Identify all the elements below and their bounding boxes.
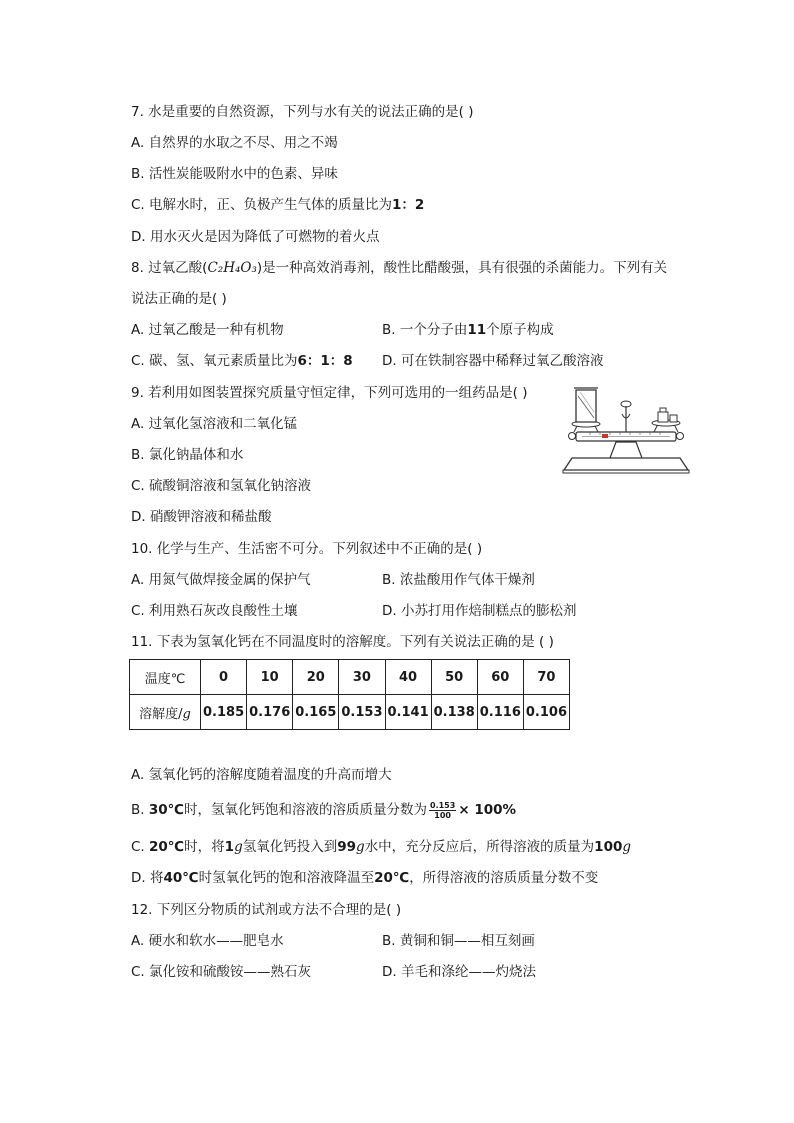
- table-cell: 0: [201, 660, 247, 695]
- question-11-option-a: A. 氢氧化钙的溶解度随着温度的升高而增大: [131, 767, 392, 783]
- unit-text: g: [234, 839, 243, 855]
- question-7-stem: 7. 水是重要的自然资源，下列与水有关的说法正确的是( ): [131, 104, 474, 120]
- question-7-option-c: [131, 195, 424, 215]
- question-11-option-d: [131, 868, 598, 888]
- question-8-option-c: [131, 351, 353, 371]
- unit-text: g: [622, 839, 632, 855]
- fraction-numerator: 0.153: [430, 800, 456, 810]
- table-row-solubility: [130, 695, 570, 730]
- table-cell: 30: [339, 660, 385, 695]
- question-8-stem: [131, 258, 667, 278]
- mass-value: 100: [594, 839, 623, 855]
- option-text: C. 碳、氢、氧元素质量比为: [131, 353, 298, 369]
- option-text: 时，将: [184, 839, 225, 855]
- question-12-stem: 12. 下列区分物质的试剂或方法不合理的是( ): [131, 902, 402, 918]
- table-row-temperature: [130, 660, 570, 695]
- atom-count: 11: [467, 322, 487, 338]
- table-cell: 20: [293, 660, 339, 695]
- ratio-value: 1：2: [392, 197, 425, 213]
- question-12-option-a: A. 硬水和软水——肥皂水: [131, 933, 284, 949]
- option-label: D. 将: [131, 870, 164, 886]
- unit-text: g: [356, 839, 365, 855]
- question-10-option-b: B. 浓盐酸用作气体干燥剂: [382, 572, 535, 588]
- question-10-stem: 10. 化学与生产、生活密不可分。下列叙述中不正确的是( ): [131, 541, 483, 557]
- question-10-option-c: C. 利用熟石灰改良酸性土壤: [131, 603, 298, 619]
- option-label: B.: [131, 802, 149, 818]
- table-cell: 50: [431, 660, 477, 695]
- temperature-value: 20℃: [374, 870, 410, 886]
- chemical-formula: C₂H₄O₃: [207, 260, 257, 276]
- temperature-value: 40℃: [163, 870, 199, 886]
- percent-text: × 100%: [458, 802, 517, 818]
- ratio-value: 6：1：8: [297, 353, 353, 369]
- table-cell: 0.165: [293, 695, 339, 730]
- table-cell: 0.116: [477, 695, 523, 730]
- table-cell: 0.106: [523, 695, 569, 730]
- fraction: [429, 801, 456, 820]
- option-text: 水中，充分反应后，所得溶液的质量为: [364, 839, 595, 855]
- fraction-denominator: 100: [434, 810, 451, 820]
- question-7-option-b: B. 活性炭能吸附水中的色素、异味: [131, 166, 338, 182]
- table-cell: 40: [385, 660, 431, 695]
- question-12-option-b: B. 黄铜和铜——相互刻画: [382, 933, 535, 949]
- header-text: 溶解度/: [139, 706, 183, 722]
- option-text: 氢氧化钙投入到: [242, 839, 338, 855]
- mass-value: 99: [337, 839, 357, 855]
- question-10-option-d: D. 小苏打用作焙制糕点的膨松剂: [382, 603, 577, 619]
- question-8-option-b: [382, 320, 554, 340]
- option-text: ，所得溶液的溶质质量分数不变: [409, 870, 599, 886]
- option-label: C.: [131, 839, 150, 855]
- table-header-cell: 温度℃: [130, 660, 201, 695]
- question-11-stem: 11. 下表为氢氧化钙在不同温度时的溶解度。下列有关说法正确的是 ( ): [131, 634, 554, 650]
- option-text: 个原子构成: [486, 322, 554, 338]
- balance-scale-icon: [560, 384, 692, 476]
- table-cell: 60: [477, 660, 523, 695]
- question-9-option-c: C. 硫酸铜溶液和氢氧化钠溶液: [131, 478, 312, 494]
- table-cell: 0.176: [247, 695, 293, 730]
- temperature-value: 20℃: [149, 839, 185, 855]
- question-7-option-a: A. 自然界的水取之不尽、用之不竭: [131, 135, 338, 151]
- question-10-option-a: A. 用氮气做焊接金属的保护气: [131, 572, 311, 588]
- unit-text: g: [182, 706, 191, 722]
- question-9-stem: 9. 若利用如图装置探究质量守恒定律，下列可选用的一组药品是( ): [131, 385, 528, 401]
- table-cell: 0.141: [385, 695, 431, 730]
- question-11-option-b: [131, 800, 516, 820]
- stem-text: )是一种高效消毒剂，酸性比醋酸强，具有很强的杀菌能力。下列有关: [256, 260, 668, 276]
- solubility-table: [129, 659, 570, 730]
- table-cell: 0.138: [431, 695, 477, 730]
- table-cell: 0.153: [339, 695, 385, 730]
- question-9-option-b: B. 氯化钠晶体和水: [131, 447, 244, 463]
- question-12-option-d: D. 羊毛和涤纶——灼烧法: [382, 964, 536, 980]
- question-9-option-a: A. 过氧化氢溶液和二氧化锰: [131, 416, 298, 432]
- option-text: 时氢氧化钙的饱和溶液降温至: [198, 870, 375, 886]
- option-text: 时，氢氧化钙饱和溶液的溶质质量分数为: [184, 802, 427, 818]
- mass-value: 1: [224, 839, 235, 855]
- question-9-option-d: D. 硝酸钾溶液和稀盐酸: [131, 509, 272, 525]
- table-cell: 10: [247, 660, 293, 695]
- stem-text: 8. 过氧乙酸(: [131, 260, 208, 276]
- option-text: C. 电解水时，正、负极产生气体的质量比为: [131, 197, 393, 213]
- question-8-option-d: D. 可在铁制容器中稀释过氧乙酸溶液: [382, 353, 604, 369]
- question-8-stem-line2: 说法正确的是( ): [131, 291, 227, 307]
- question-8-option-a: A. 过氧乙酸是一种有机物: [131, 322, 284, 338]
- option-text: B. 一个分子由: [382, 322, 468, 338]
- question-11-option-c: [131, 837, 631, 857]
- question-12-option-c: C. 氯化铵和硫酸铵——熟石灰: [131, 964, 312, 980]
- table-header-cell: [130, 695, 201, 730]
- table-cell: 0.185: [201, 695, 247, 730]
- table-cell: 70: [523, 660, 569, 695]
- question-7-option-d: D. 用水灭火是因为降低了可燃物的着火点: [131, 229, 380, 245]
- temperature-value: 30℃: [148, 802, 184, 818]
